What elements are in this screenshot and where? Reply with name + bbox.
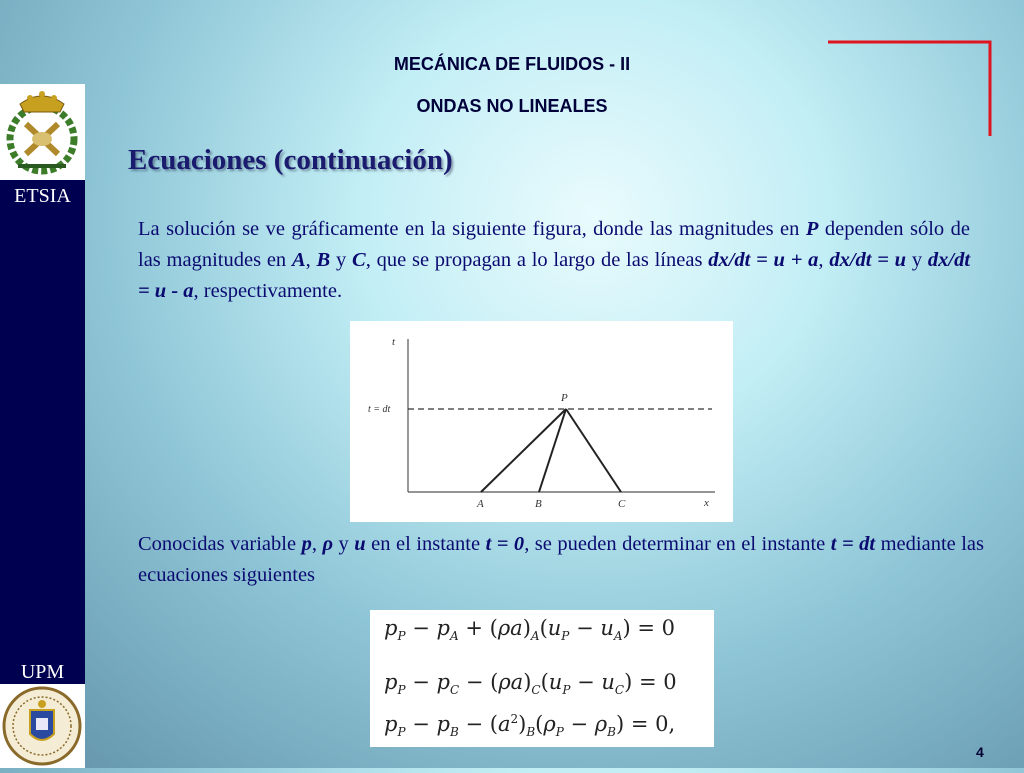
course-header: MECÁNICA DE FLUIDOS - II — [393, 54, 631, 74]
characteristics-figure — [350, 321, 733, 522]
topic-header: ONDAS NO LINEALES — [416, 96, 608, 116]
equation-3: $p_P - p_B - (a^2)_B(\rho_P - \rho_B) = 0$, — [384, 712, 676, 739]
x-axis-label: x — [704, 497, 709, 509]
upm-label: UPM — [20, 661, 65, 683]
point-B-label: B — [535, 498, 542, 510]
page-number: 4 — [976, 744, 984, 760]
characteristic-C-line — [566, 409, 621, 492]
upm-seal-logo — [0, 684, 85, 768]
point-C-label: C — [618, 498, 626, 510]
point-A-label: A — [477, 498, 484, 510]
equation-1: $p_P - p_A + (\rho a)_A(u_P - u_A) = 0$ — [384, 616, 676, 643]
etsia-label: ETSIA — [14, 185, 71, 207]
equations-box — [370, 610, 714, 747]
t-dt-label: t = dt — [368, 404, 391, 415]
equation-2: $p_P - p_C - (\rho a)_C(u_P - u_C) = 0$ — [384, 670, 677, 697]
intro-paragraph: La solución se ve gráficamente en la siguiente figura, donde las magnitudes en P dependen sólo de las magnitudes en A, B y C, que se propagan a lo largo de las líneas dx/dt = u + a, dx/dt = u y dx/dt = u - a, respectivamente. — [138, 218, 971, 302]
slide-title: Ecuaciones (continuación) — [128, 144, 453, 176]
point-P-label: P — [561, 392, 568, 404]
t-axis-label: t — [392, 336, 396, 348]
second-paragraph: Conocidas variable p, ρ y u en el instante t = 0, se pueden determinar en el instante t = dt mediante las ecuaciones siguientes — [138, 533, 985, 586]
